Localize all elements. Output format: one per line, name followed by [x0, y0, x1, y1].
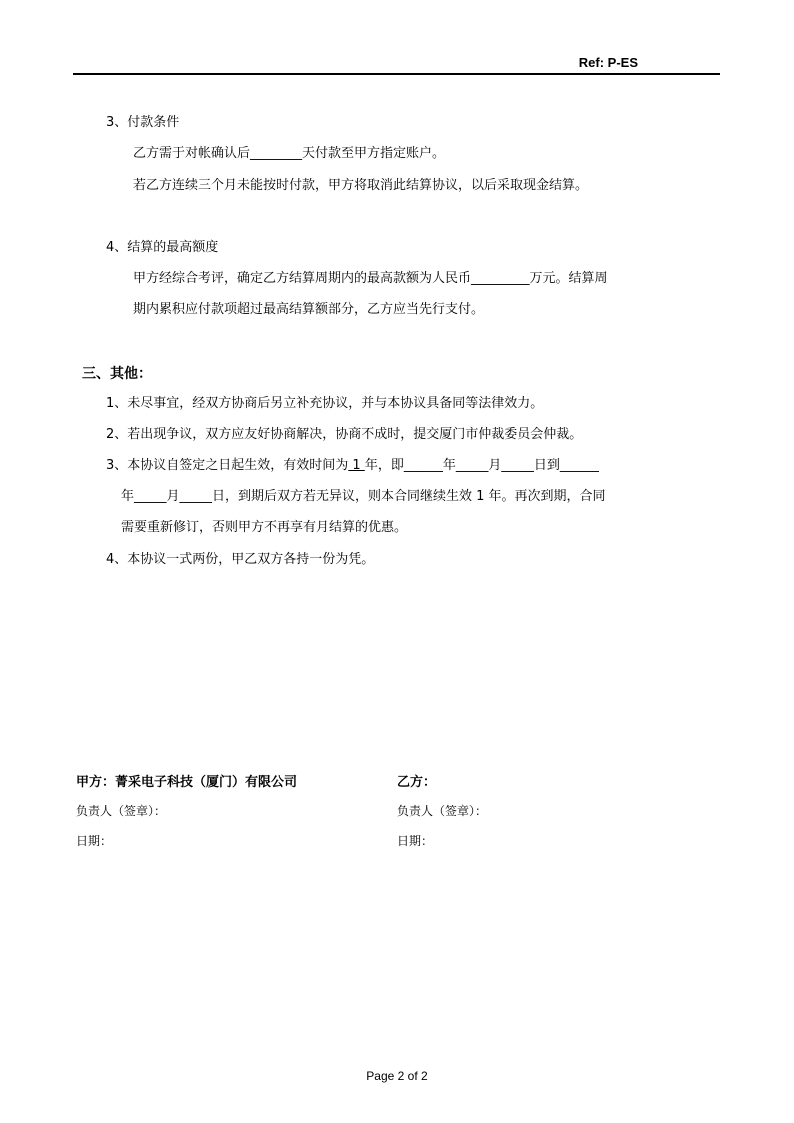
other-item-2: 2、若出现争议，双方应友好协商解决，协商不成时，提交厦门市仲裁委员会仲裁。: [106, 427, 583, 442]
credit-limit-line-2: 期内累积应付款项超过最高结算额部分，乙方应当先行支付。: [133, 302, 485, 317]
party-a-signer-label: 负责人（签章）：: [76, 804, 167, 818]
party-a-name: 甲方：菁采电子科技（厦门）有限公司: [76, 775, 298, 790]
reference-code: Ref: P-ES: [578, 55, 638, 70]
payment-terms-line-1: 乙方需于对帐确认后________天付款至甲方指定账户。: [133, 146, 446, 161]
page-number: Page 2 of 2: [366, 1069, 428, 1083]
party-b-name: 乙方：: [397, 775, 437, 790]
validity-years: 1: [348, 458, 365, 473]
payment-terms-line-2: 若乙方连续三个月未能按时付款，甲方将取消此结算协议，以后采取现金结算。: [133, 178, 589, 193]
other-item-3-prefix: 3、本协议自签定之日起生效，有效时间为: [106, 458, 349, 473]
other-item-3-line-3: 需要重新修订，否则甲方不再享有月结算的优惠。: [121, 520, 408, 535]
party-b-date-label: 日期：: [397, 834, 434, 848]
other-item-1: 1、未尽事宜，经双方协商后另立补充协议，并与本协议具备同等法律效力。: [106, 396, 544, 411]
credit-limit-line-1: 甲方经综合考评，确定乙方结算周期内的最高款额为人民币_________万元。结算周: [133, 271, 608, 286]
header-divider: [73, 73, 720, 75]
party-b-signer-label: 负责人（签章）：: [397, 804, 488, 818]
payment-terms-title: 3、付款条件: [106, 115, 180, 130]
credit-limit-title: 4、结算的最高额度: [106, 240, 219, 255]
other-item-3-line-2: 年_____月_____日，到期后双方若无异议，则本合同继续生效 1 年。再次到期，合同: [121, 489, 606, 504]
other-item-3-dates: 年，即______年_____月_____日到______: [364, 458, 599, 473]
party-a-date-label: 日期：: [76, 834, 113, 848]
other-item-4: 4、本协议一式两份，甲乙双方各持一份为凭。: [106, 552, 375, 567]
other-item-3-line-1: [106, 457, 599, 475]
other-section-heading: 三、其他：: [82, 366, 152, 382]
